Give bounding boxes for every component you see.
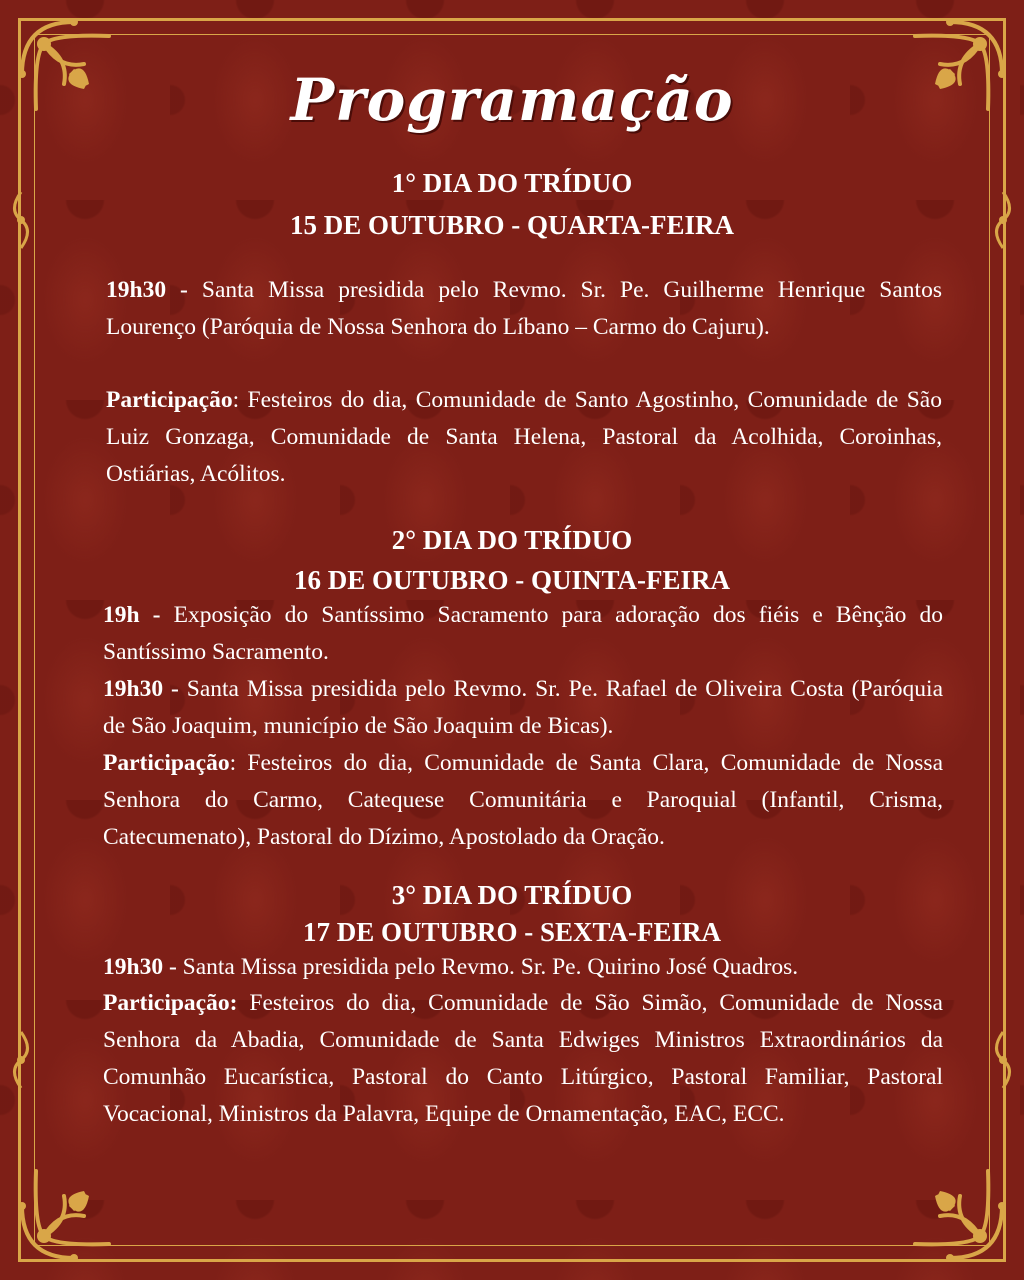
page-title: Programação (290, 66, 734, 134)
day-3-item-2-label: Participação: (103, 990, 238, 1016)
day-1-item-1 (106, 272, 942, 346)
day-2-item-2-text: Santa Missa presidida pelo Revmo. Sr. Pe. Rafael de Oliveira Costa (Paróquia de São Joaquim, município de São Joaquim de Bicas). (103, 676, 943, 739)
day-2-item-2 (103, 671, 943, 745)
day-1-item-2-text: : Festeiros do dia, Comunidade de Santo Agostinho, Comunidade de São Luiz Gonzaga, Comunidade de Santa Helena, Pastoral da Acolhida, Coroinhas, Ostiárias, Acólitos. (106, 387, 942, 487)
day-3-item-1-text: Santa Missa presidida pelo Revmo. Sr. Pe. Quirino José Quadros. (176, 954, 799, 980)
day-1-item-2-label: Participação (106, 387, 233, 413)
day-2-heading: 2° DIA DO TRÍDUO (391, 525, 633, 555)
day-1-item-2 (106, 382, 942, 493)
day-2-item-3-label: Participação (103, 750, 230, 776)
day-3-item-2-text: Festeiros do dia, Comunidade de São Simão, Comunidade de Nossa Senhora da Abadia, Comunidade de Santa Edwiges Ministros Extraordinários da Comunhão Eucarística, Pastoral do Canto Litúrgico, Pastoral Familiar, Pastoral Vocacional, Ministros da Palavra, Equipe de Ornamentação, EAC, ECC. (103, 990, 943, 1127)
day-2-item-2-label: 19h30 - (103, 676, 179, 702)
day-1-heading: 1° DIA DO TRÍDUO (391, 168, 633, 198)
day-1-date: 15 DE OUTUBRO - QUARTA-FEIRA (289, 210, 735, 240)
day-2-item-3-text: : Festeiros do dia, Comunidade de Santa Clara, Comunidade de Nossa Senhora do Carmo, Catequese Comunitária e Paroquial (Infantil, Crisma, Catecumenato), Pastoral do Dízimo, Apostolado da Oração. (103, 750, 943, 850)
day-3-item-2 (103, 985, 943, 1133)
day-2-date: 16 DE OUTUBRO - QUINTA-FEIRA (293, 565, 731, 595)
day-1-item-1-text: Santa Missa presidida pelo Revmo. Sr. Pe. Guilherme Henrique Santos Lourenço (Paróquia de Nossa Senhora do Líbano – Carmo do Cajuru). (106, 277, 942, 340)
day-1-item-1-label: 19h30 - (106, 277, 188, 303)
day-3-heading: 3° DIA DO TRÍDUO (391, 880, 633, 910)
day-2-item-3 (103, 745, 943, 856)
day-3-date: 17 DE OUTUBRO - SEXTA-FEIRA (302, 917, 722, 947)
day-2-item-1-label: 19h - (103, 602, 161, 628)
day-2-item-1-text: Exposição do Santíssimo Sacramento para adoração dos fiéis e Bênção do Santíssimo Sacramento. (103, 602, 943, 665)
day-2-item-1 (103, 597, 943, 671)
day-3-item-1-label: 19h30 - (103, 954, 177, 980)
day-3-item-1 (103, 949, 943, 986)
